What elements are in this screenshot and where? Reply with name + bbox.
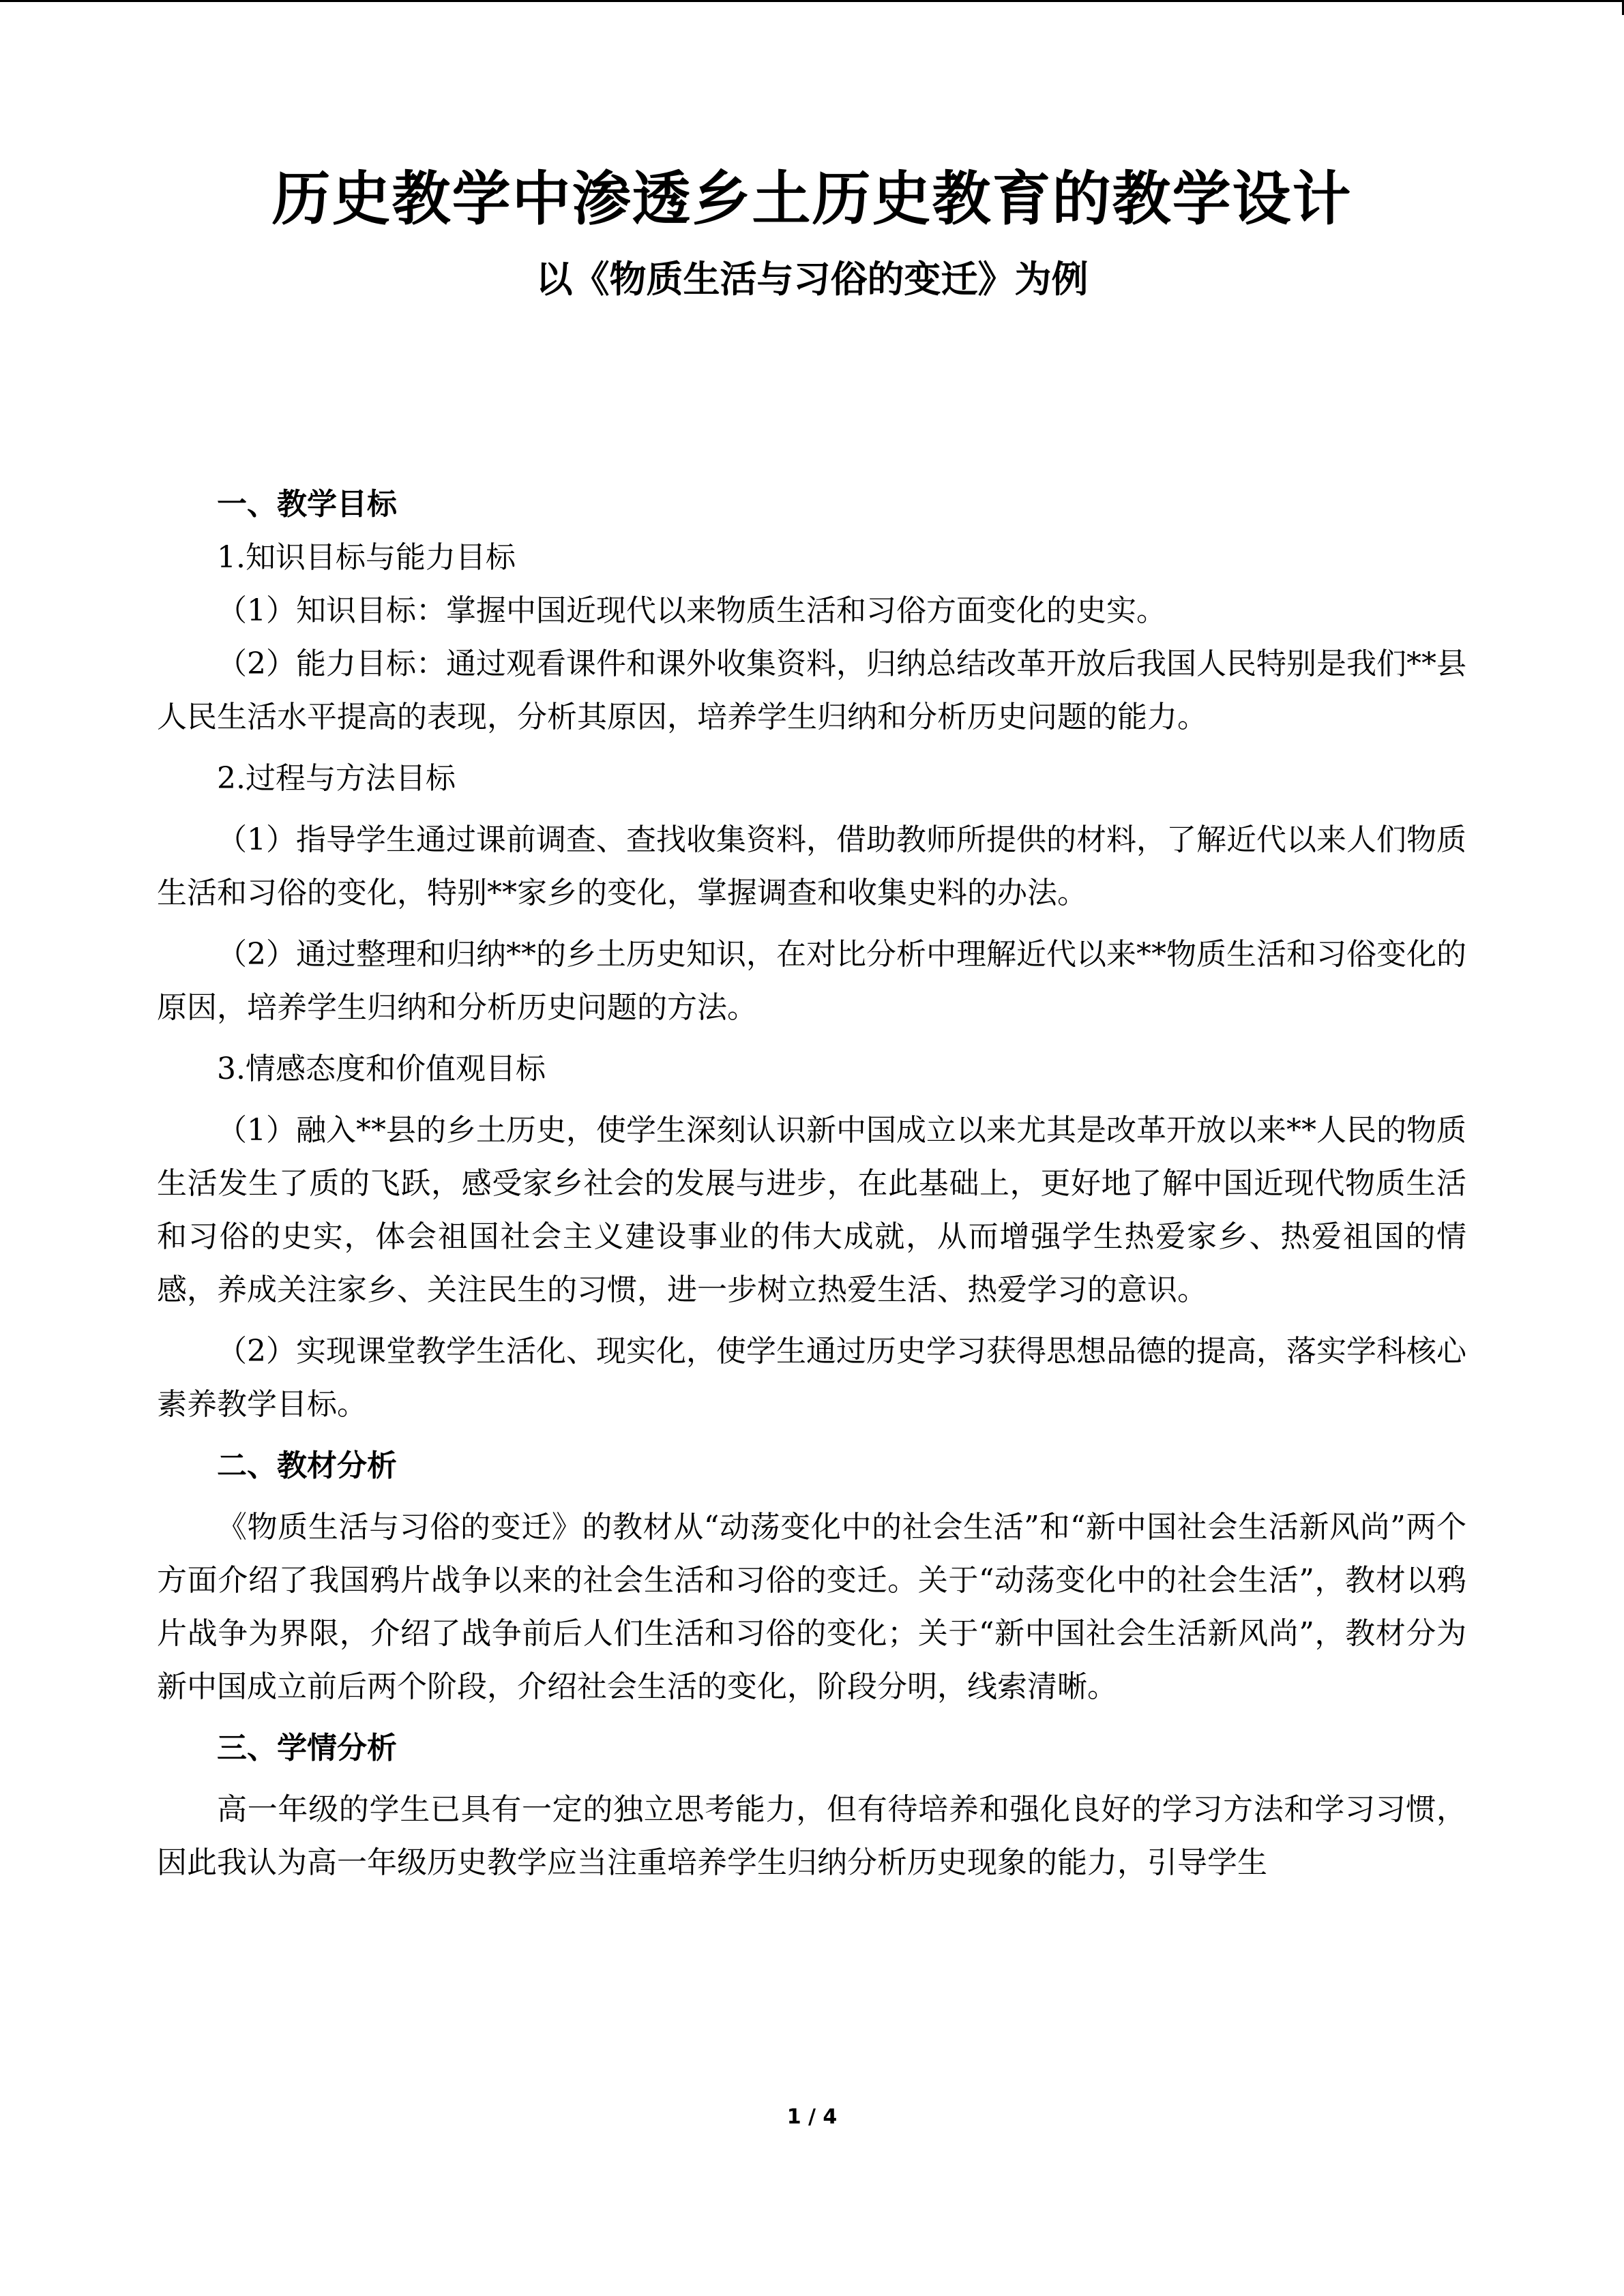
- document-body: [157, 474, 1466, 1890]
- document-title: 历史教学中渗透乡土历史教育的教学设计: [271, 165, 1353, 233]
- section-heading-textbook: 二、教材分析: [217, 1448, 397, 1483]
- page-number: 1 / 4: [786, 2105, 838, 2129]
- paragraph-knowledge-1: （1）知识目标：掌握中国近现代以来物质生活和习俗方面变化的史实。: [217, 593, 1166, 628]
- paragraph-students-1: 高一年级的学生已具有一定的独立思考能力，但有待培养和强化良好的学习方法和学习习惯，因此我认为高一年级历史教学应当注重培养学生归纳分析历史现象的能力，引导学生: [157, 1792, 1466, 1880]
- section-heading-objectives: 一、教学目标: [217, 487, 397, 522]
- subheading-knowledge: 1.知识目标与能力目标: [217, 540, 516, 575]
- subheading-emotion: 3.情感态度和价值观目标: [217, 1052, 546, 1086]
- paragraph-process-1: （1）指导学生通过课前调查、查找收集资料，借助教师所提供的材料，了解近代以来人们物质生活和习俗的变化，特别**家乡的变化，掌握调查和收集史料的办法。: [157, 822, 1466, 910]
- document-subtitle: 以《物质生活与习俗的变迁》为例: [535, 258, 1089, 301]
- paragraph-knowledge-2: （2）能力目标：通过观看课件和课外收集资料，归纳总结改革开放后我国人民特别是我们**县人民生活水平提高的表现，分析其原因，培养学生归纳和分析历史问题的能力。: [157, 646, 1466, 734]
- subheading-process: 2.过程与方法目标: [217, 761, 456, 796]
- paragraph-emotion-2: （2）实现课堂教学生活化、现实化，使学生通过历史学习获得思想品德的提高，落实学科核心素养教学目标。: [157, 1334, 1466, 1422]
- paragraph-emotion-1: （1）融入**县的乡土历史，使学生深刻认识新中国成立以来尤其是改革开放以来**人民的物质生活发生了质的飞跃，感受家乡社会的发展与进步，在此基础上，更好地了解中国近现代物质生活和习俗的史实，体会祖国社会主义建设事业的伟大成就，从而增强学生热爱家乡、热爱祖国的情感，养成关注家乡、关注民生的习惯，进一步树立热爱生活、热爱学习的意识。: [157, 1113, 1466, 1307]
- paragraph-process-2: （2）通过整理和归纳**的乡土历史知识，在对比分析中理解近代以来**物质生活和习俗变化的原因，培养学生归纳和分析历史问题的方法。: [157, 937, 1466, 1025]
- top-border-line: [0, 0, 1624, 2]
- paragraph-textbook-1: 《物质生活与习俗的变迁》的教材从“动荡变化中的社会生活”和“新中国社会生活新风尚”两个方面介绍了我国鸦片战争以来的社会生活和习俗的变迁。关于“动荡变化中的社会生活”，教材以鸦片战争为界限，介绍了战争前后人们生活和习俗的变化；关于“新中国社会生活新风尚”，教材分为新中国成立前后两个阶段，介绍社会生活的变化，阶段分明，线索清晰。: [157, 1510, 1467, 1704]
- section-heading-students: 三、学情分析: [217, 1731, 397, 1765]
